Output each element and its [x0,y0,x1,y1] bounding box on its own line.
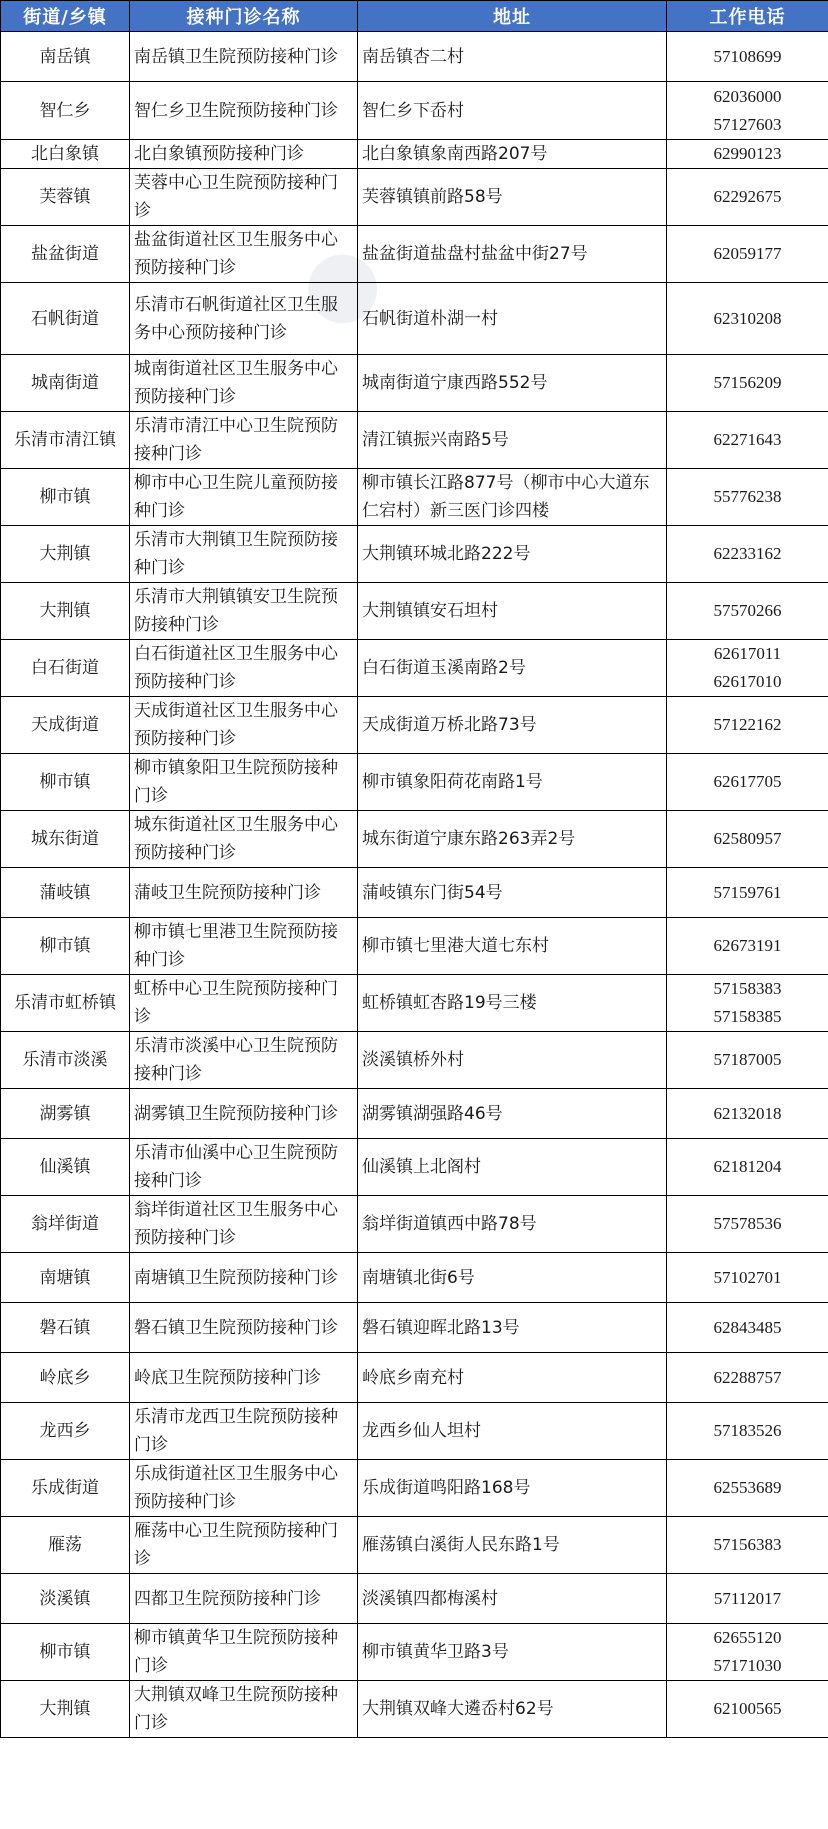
table-row [1,412,828,469]
address-cell: 智仁乡下岙村 [358,82,667,140]
phone-number: 62132018 [713,1103,782,1123]
address-cell: 柳市镇象阳荷花南路1号 [358,754,667,811]
phone-number: 62100565 [713,1699,782,1718]
address-cell: 天成街道万桥北路73号 [358,697,667,754]
town-cell: 柳市镇 [1,754,130,811]
phone-number: 57108699 [713,46,782,66]
address-cell: 蒲岐镇东门街54号 [358,868,667,918]
clinic-name-cell: 柳市中心卫生院儿童预防接种门诊 [130,469,358,526]
address-cell: 虹桥镇虹杏路19号三楼 [358,975,667,1032]
clinic-name-cell: 乐清市清江中心卫生院预防接种门诊 [130,412,358,469]
clinic-name-cell: 乐清市石帆街道社区卫生服务中心预防接种门诊 [130,283,358,355]
table-row [1,1196,828,1253]
phone-cell [667,754,828,811]
phone-cell [667,1460,828,1517]
town-cell: 大荆镇 [1,526,130,583]
address-cell: 淡溪镇桥外村 [358,1032,667,1089]
town-cell: 淡溪镇 [1,1574,130,1624]
town-cell: 南岳镇 [1,32,130,82]
town-cell: 仙溪镇 [1,1139,130,1196]
phone-number: 62059177 [713,244,782,263]
phone-number: 62617010 [713,672,782,691]
town-cell: 雁荡 [1,1517,130,1574]
table-row [1,1460,828,1517]
clinic-name-cell: 白石街道社区卫生服务中心预防接种门诊 [130,640,358,697]
town-cell: 龙西乡 [1,1403,130,1460]
table-row [1,355,828,412]
table-row [1,1681,828,1738]
clinic-name-cell: 四都卫生院预防接种门诊 [130,1574,358,1624]
address-cell: 雁荡镇白溪街人民东路1号 [358,1517,667,1574]
town-cell: 北白象镇 [1,140,130,169]
clinic-name-cell: 乐成街道社区卫生服务中心预防接种门诊 [130,1460,358,1517]
phone-number: 57156209 [713,373,782,392]
town-cell: 乐清市清江镇 [1,412,130,469]
watermark-logo: ● [279,217,399,348]
phone-cell [667,697,828,754]
town-cell: 南塘镇 [1,1253,130,1303]
phone-cell [667,1681,828,1738]
table-row [1,1089,828,1139]
clinic-name-cell: 岭底卫生院预防接种门诊 [130,1353,358,1403]
table-row [1,754,828,811]
phone-number: 62843485 [713,1317,782,1337]
phone-cell [667,412,828,469]
clinic-name-cell: 乐清市大荆镇镇安卫生院预防接种门诊 [130,583,358,640]
table-row [1,1253,828,1303]
address-cell: 北白象镇象南西路207号 [358,140,667,169]
town-cell: 柳市镇 [1,918,130,975]
phone-number: 62288757 [713,1367,782,1387]
table-row [1,918,828,975]
town-cell: 石帆街道 [1,283,130,355]
phone-number: 57102701 [713,1267,782,1287]
town-cell: 柳市镇 [1,469,130,526]
address-cell: 城南街道宁康西路552号 [358,355,667,412]
table-row [1,283,828,355]
phone-cell [667,811,828,868]
table-row [1,32,828,82]
clinic-name-cell: 城南街道社区卫生服务中心预防接种门诊 [130,355,358,412]
address-cell: 柳市镇长江路877号（柳市中心大道东仁宕村）新三医门诊四楼 [358,469,667,526]
phone-number: 57127603 [713,114,782,134]
phone-number: 57578536 [713,1214,782,1233]
phone-number: 57183526 [713,1421,782,1440]
table-row [1,1624,828,1681]
phone-number: 62617705 [713,772,782,791]
clinic-name-cell: 柳市镇象阳卫生院预防接种门诊 [130,754,358,811]
address-cell: 龙西乡仙人坦村 [358,1403,667,1460]
phone-number: 62617011 [713,644,782,663]
clinic-name-cell: 柳市镇七里港卫生院预防接种门诊 [130,918,358,975]
address-cell: 盐盆街道盐盘村盐盆中街27号 [358,226,667,283]
clinic-name-cell: 盐盆街道社区卫生服务中心预防接种门诊 [130,226,358,283]
clinic-name-cell: 乐清市仙溪中心卫生院预防接种门诊 [130,1139,358,1196]
phone-cell [667,140,828,169]
phone-cell [667,169,828,226]
phone-cell [667,226,828,283]
town-cell: 白石街道 [1,640,130,697]
town-cell: 乐清市虹桥镇 [1,975,130,1032]
clinic-name-cell: 柳市镇黄华卫生院预防接种门诊 [130,1624,358,1681]
phone-cell [667,1089,828,1139]
town-cell: 蒲岐镇 [1,868,130,918]
address-cell: 柳市镇黄华卫路3号 [358,1624,667,1681]
table-row [1,469,828,526]
address-cell: 岭底乡南充村 [358,1353,667,1403]
table-row [1,526,828,583]
phone-cell [667,1353,828,1403]
table-row [1,811,828,868]
town-cell: 天成街道 [1,697,130,754]
town-cell: 岭底乡 [1,1353,130,1403]
clinic-name-cell: 湖雾镇卫生院预防接种门诊 [130,1089,358,1139]
town-cell: 大荆镇 [1,1681,130,1738]
phone-cell [667,583,828,640]
clinic-name-cell: 乐清市龙西卫生院预防接种门诊 [130,1403,358,1460]
phone-number: 57159761 [713,882,782,902]
table-row [1,82,828,140]
phone-number: 62233162 [713,544,782,563]
phone-cell [667,918,828,975]
phone-cell [667,355,828,412]
clinic-name-cell: 雁荡中心卫生院预防接种门诊 [130,1517,358,1574]
phone-cell [667,1253,828,1303]
address-cell: 石帆街道朴湖一村 [358,283,667,355]
phone-cell [667,1624,828,1681]
address-cell: 柳市镇七里港大道七东村 [358,918,667,975]
phone-number: 57158385 [713,1007,782,1026]
clinic-name-cell: 芙蓉中心卫生院预防接种门诊 [130,169,358,226]
clinic-name-cell: 天成街道社区卫生服务中心预防接种门诊 [130,697,358,754]
clinic-name-cell: 北白象镇预防接种门诊 [130,140,358,169]
clinic-name-cell: 城东街道社区卫生服务中心预防接种门诊 [130,811,358,868]
phone-number: 62655120 [713,1628,782,1647]
town-cell: 盐盆街道 [1,226,130,283]
address-cell: 淡溪镇四都梅溪村 [358,1574,667,1624]
phone-cell [667,1574,828,1624]
table-row [1,1353,828,1403]
address-cell: 翁垟街道镇西中路78号 [358,1196,667,1253]
town-cell: 乐成街道 [1,1460,130,1517]
phone-number: 62580957 [713,829,782,848]
address-cell: 南岳镇杏二村 [358,32,667,82]
address-cell: 磐石镇迎晖北路13号 [358,1303,667,1353]
address-cell: 大荆镇环城北路222号 [358,526,667,583]
address-cell: 清江镇振兴南路5号 [358,412,667,469]
phone-cell [667,1303,828,1353]
phone-number: 57187005 [713,1050,782,1069]
header-address: 地址 [358,1,667,32]
town-cell: 智仁乡 [1,82,130,140]
phone-cell [667,1196,828,1253]
clinic-name-cell: 大荆镇双峰卫生院预防接种门诊 [130,1681,358,1738]
phone-number: 62553689 [713,1478,782,1497]
table-row [1,1303,828,1353]
town-cell: 湖雾镇 [1,1089,130,1139]
phone-cell [667,32,828,82]
town-cell: 翁垟街道 [1,1196,130,1253]
town-cell: 磐石镇 [1,1303,130,1353]
phone-cell [667,1032,828,1089]
phone-cell [667,469,828,526]
phone-number: 62271643 [713,430,782,449]
phone-number: 62181204 [713,1157,782,1176]
clinic-name-cell: 智仁乡卫生院预防接种门诊 [130,82,358,140]
header-town: 街道/乡镇 [1,1,130,32]
address-cell: 仙溪镇上北阁村 [358,1139,667,1196]
table-row [1,1139,828,1196]
address-cell: 白石街道玉溪南路2号 [358,640,667,697]
header-clinic: 接种门诊名称 [130,1,358,32]
address-cell: 芙蓉镇镇前路58号 [358,169,667,226]
phone-cell [667,1139,828,1196]
header-phone: 工作电话 [667,1,828,32]
phone-number: 62990123 [713,144,782,163]
address-cell: 城东街道宁康东路263弄2号 [358,811,667,868]
clinic-name-cell: 磐石镇卫生院预防接种门诊 [130,1303,358,1353]
phone-number: 57158383 [713,979,782,998]
phone-cell [667,1517,828,1574]
address-cell: 大荆镇镇安石坦村 [358,583,667,640]
town-cell: 城南街道 [1,355,130,412]
address-cell: 乐成街道鸣阳路168号 [358,1460,667,1517]
table-row [1,169,828,226]
phone-number: 62036000 [713,86,782,106]
town-cell: 乐清市淡溪 [1,1032,130,1089]
phone-number: 57570266 [713,601,782,620]
table-row [1,226,828,283]
phone-number: 57112017 [713,1588,782,1608]
table-row [1,975,828,1032]
phone-cell [667,82,828,140]
table-row [1,1574,828,1624]
phone-number: 57171030 [713,1656,782,1675]
clinic-name-cell: 蒲岐卫生院预防接种门诊 [130,868,358,918]
clinic-name-cell: 翁垟街道社区卫生服务中心预防接种门诊 [130,1196,358,1253]
table-row [1,640,828,697]
table-row [1,697,828,754]
table-row [1,1517,828,1574]
phone-cell [667,526,828,583]
address-cell: 大荆镇双峰大遴岙村62号 [358,1681,667,1738]
phone-number: 62292675 [713,187,782,206]
phone-cell [667,868,828,918]
phone-cell [667,283,828,355]
table-row [1,868,828,918]
town-cell: 大荆镇 [1,583,130,640]
clinic-name-cell: 南岳镇卫生院预防接种门诊 [130,32,358,82]
address-cell: 湖雾镇湖强路46号 [358,1089,667,1139]
phone-number: 62673191 [713,936,782,955]
clinic-name-cell: 虹桥中心卫生院预防接种门诊 [130,975,358,1032]
phone-number: 55776238 [713,487,782,506]
phone-number: 57122162 [713,715,782,734]
table-row [1,140,828,169]
phone-cell [667,975,828,1032]
table-row [1,1032,828,1089]
phone-number: 62310208 [713,308,782,328]
phone-number: 57156383 [713,1535,782,1554]
phone-cell [667,1403,828,1460]
header-row [1,1,828,32]
address-cell: 南塘镇北街6号 [358,1253,667,1303]
town-cell: 城东街道 [1,811,130,868]
town-cell: 芙蓉镇 [1,169,130,226]
clinic-name-cell: 乐清市大荆镇卫生院预防接种门诊 [130,526,358,583]
clinic-name-cell: 乐清市淡溪中心卫生院预防接种门诊 [130,1032,358,1089]
table-row [1,1403,828,1460]
clinic-name-cell: 南塘镇卫生院预防接种门诊 [130,1253,358,1303]
table-row [1,583,828,640]
town-cell: 柳市镇 [1,1624,130,1681]
phone-cell [667,640,828,697]
